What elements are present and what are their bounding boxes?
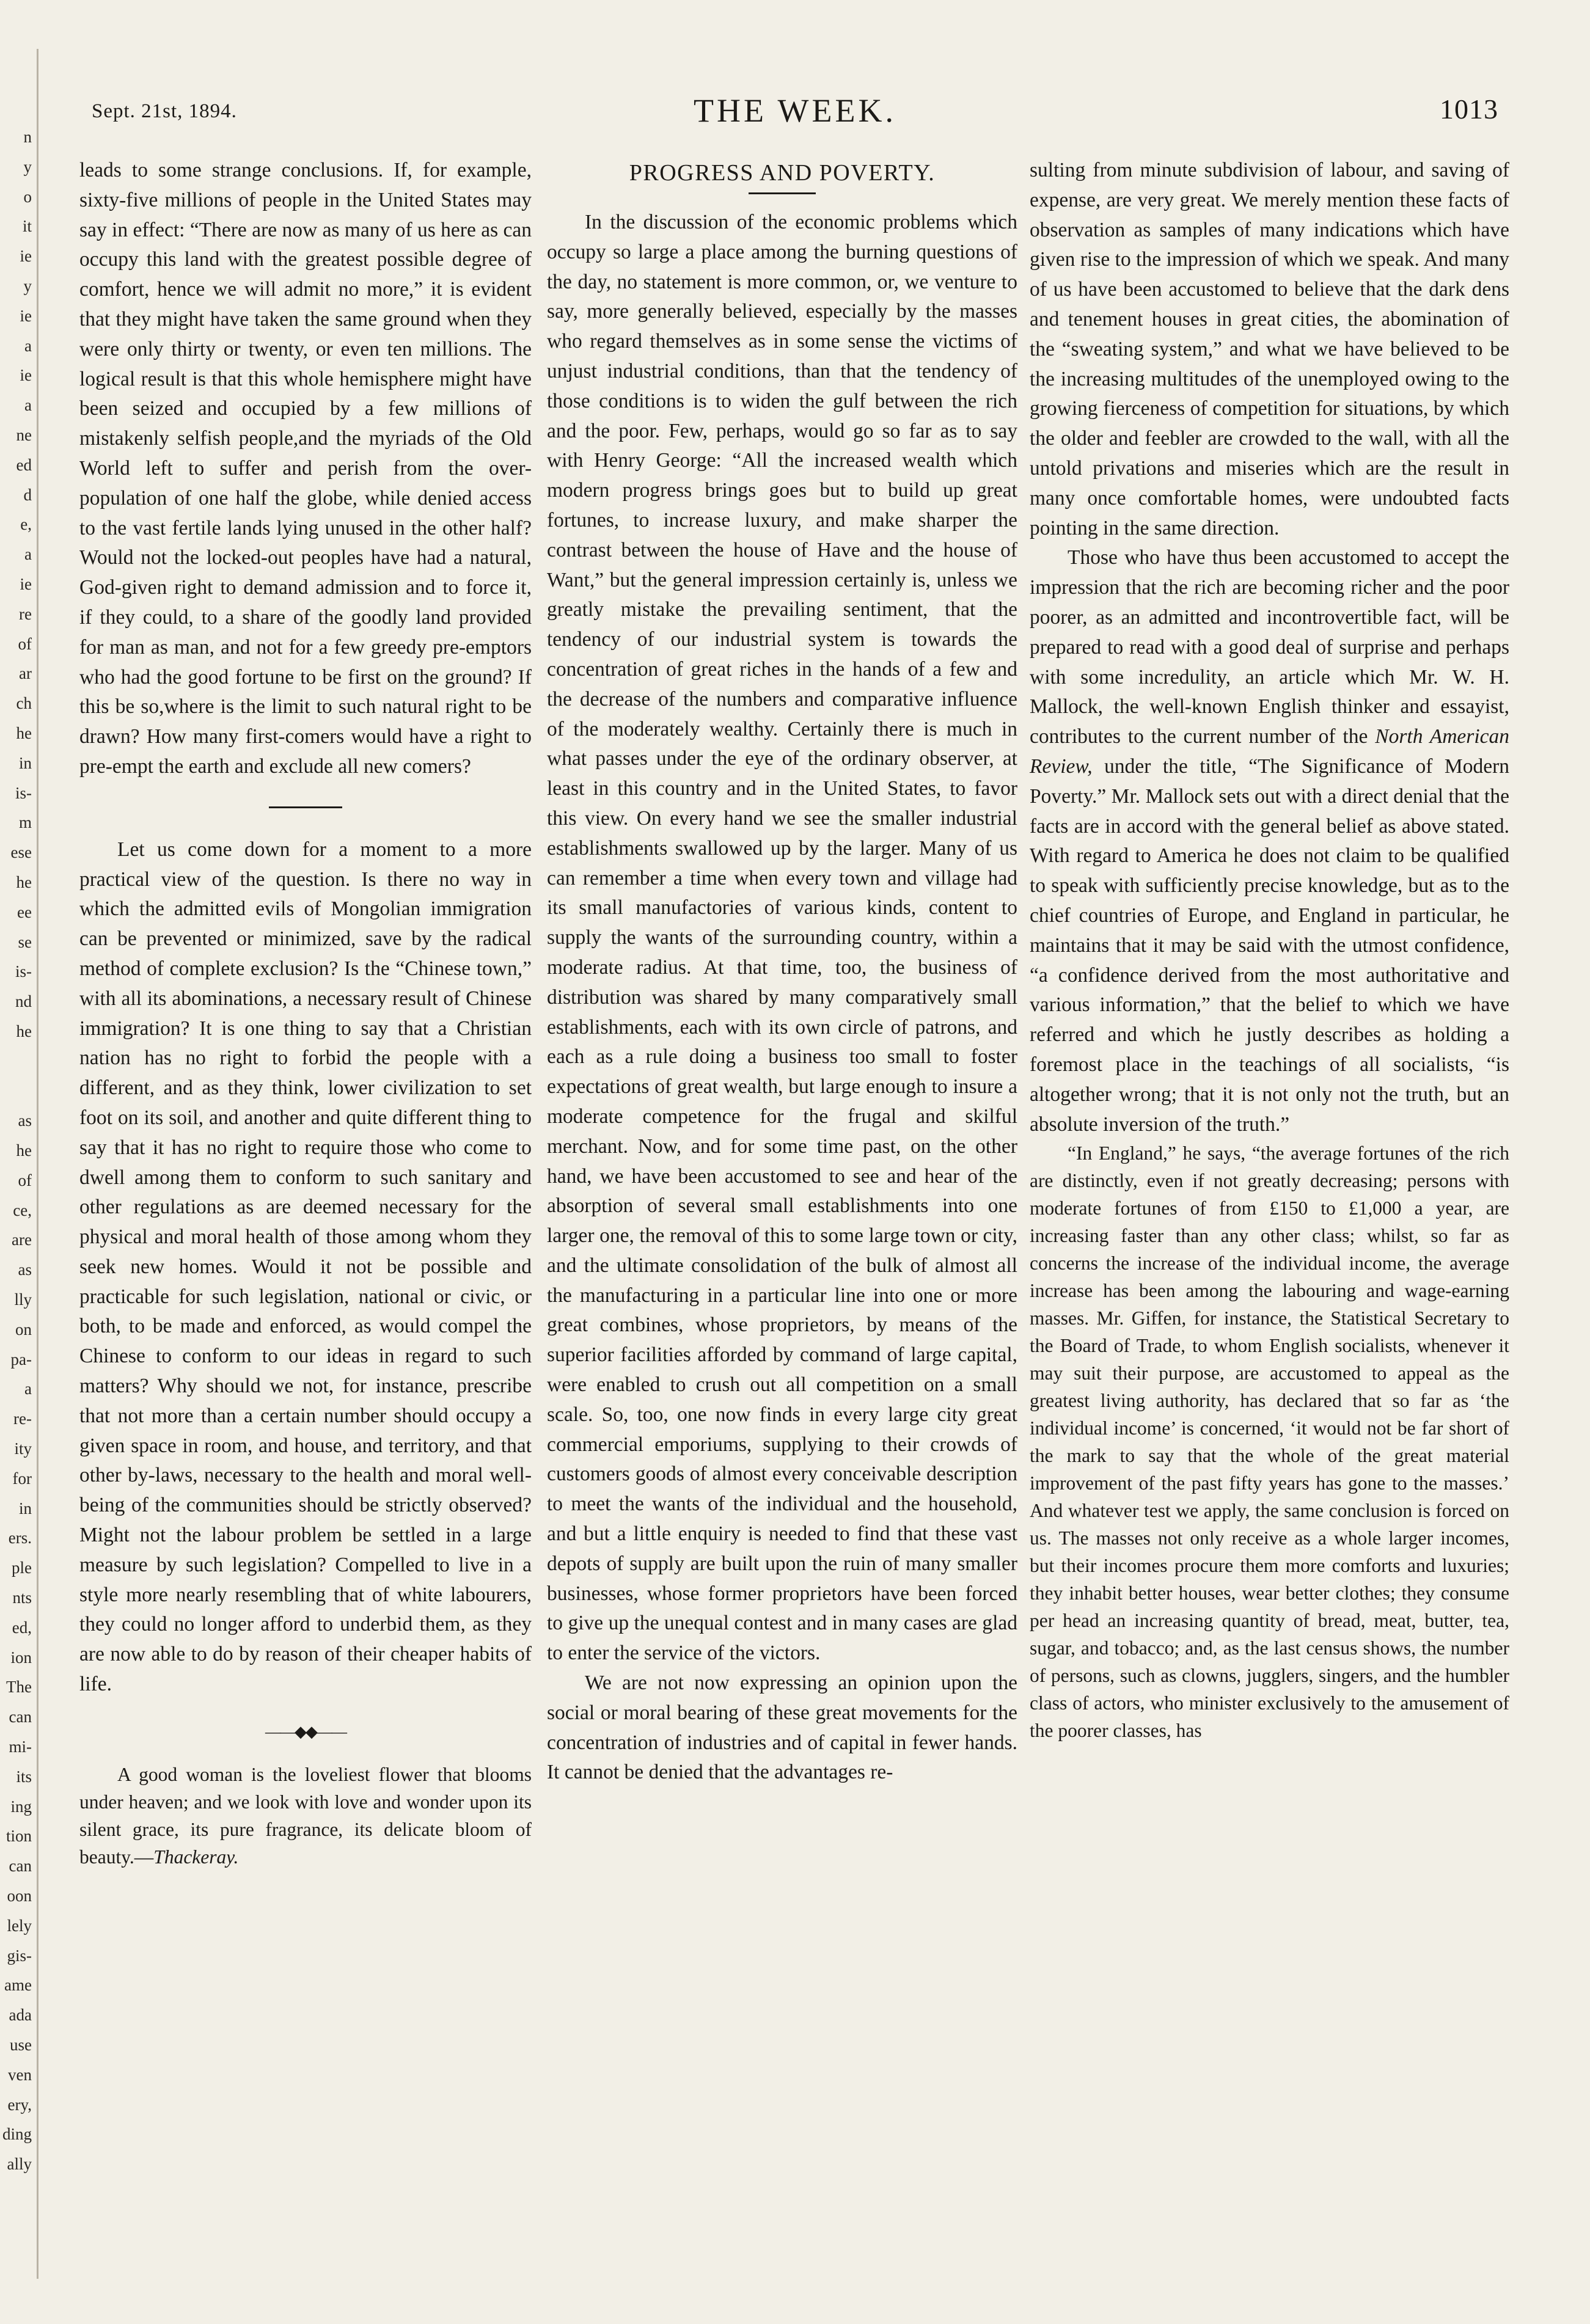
margin-fragment: The (6, 1678, 32, 1697)
paragraph-subdivision-of-labour: sulting from minute subdivision of labour, and saving of expense, are very great. We merely mention these facts of observation as samples of many indications which have given rise to the impression of which we speak. And many of us have been accustomed to believe that the dark dens and tenement houses in great cities, the abomination of the “sweating system,” and what we have believed to be the increasing multitudes of the unemployed owing to the growing fierceness of competition for situations, by which the older and feebler are crowded to the wall, with all the untold privations and miseries which are the result in many once comfortable homes, were undoubted facts pointing in the same direction. (1030, 159, 1509, 539)
margin-fragment: y (23, 157, 32, 176)
quote-text: A good woman is the loveliest flower that blooms under heaven; and we look with love and wonder upon its silent grace, its pure fragrance, its delicate bloom of beauty.— (79, 1763, 532, 1868)
paragraph-economic-problems: In the discussion of the economic problems which occupy so large a place among the burning questions of the day, no statement is more common, or, we venture to say, more generally believed, especially by the masses who regard themselves as in some sense the victims of unjust industrial conditions, than that the tendency of those conditions is to widen the gulf between the rich and the poor. Few, perhaps, would go so far as to say with Henry George: “All the increased wealth which modern progress brings goes but to build up great fortunes, to increase luxury, and make sharper the contrast between the house of Have and the house of Want,” but the general impression certainly is, unless we greatly mistake the prevailing sentiment, that the tendency of our industrial system is towards the concentration of great riches in the hands of a few and the decrease of the numbers and comparative influence of the moderately wealthy. Certainly there is much in what passes under the eye of the ordinary observer, at least in this country and in the United States, to favor this view. On every hand we see the smaller industrial establishments swallowed up by the larger. Many of us can remember a time when every town and village had its small manufactories of various kinds, content to supply the wants of the surrounding country, within a moderate radius. At that time, too, the business of distribution was shared by many comparatively small establishments, each with its own circle of patrons, and each as a rule doing a business too small to foster expectations of great wealth, but large enough to insure a moderate competence for the frugal and skilful merchant. Now, and for some time past, on the other hand, we have been accustomed to see and hear of the absorption of several small establishments into one larger one, the removal of this to some large town or city, and the ultimate consolidation of the bulk of almost all the manufacturing in a particular line into one or more great combines, whose proprietors, by means of the superior facilities afforded by command of large capital, were enabled to crush out all competition on a small scale. So, too, one now finds in every large city great commercial emporiums, supplying to their crowds of customers goods of almost every conceivable description to meet the wants of the individual and the household, and but a little enquiry is needed to find that these vast depots of supply are built upon the ruin of many smaller businesses, whose former proprietors have been forced to give up the unequal contest and in many cases are glad to enter the service of the victors. (547, 211, 1017, 1665)
margin-fragment: gis- (7, 1946, 32, 1965)
margin-fragment: on (15, 1320, 32, 1339)
issue-date: Sept. 21st, 1894. (92, 100, 237, 122)
margin-fragment: a (24, 545, 32, 564)
margin-fragment: it (22, 217, 32, 236)
margin-fragment: he (16, 872, 32, 891)
margin-fragment: ion (10, 1648, 32, 1667)
margin-fragment: are (12, 1230, 32, 1249)
margin-fragment: nd (15, 992, 32, 1011)
margin-fragment: y (23, 276, 32, 295)
margin-fragment: ame (4, 1976, 32, 1995)
margin-fragment: ie (20, 574, 32, 593)
margin-fragment: of (18, 1171, 32, 1189)
margin-fragment: is- (15, 783, 32, 802)
margin-fragment: ar (19, 664, 32, 683)
margin-fragment: as (18, 1260, 32, 1279)
margin-fragment: ed (16, 455, 32, 474)
margin-fragment: its (16, 1767, 32, 1786)
margin-fragment: ne (16, 425, 32, 444)
margin-fragment: ce, (13, 1200, 32, 1219)
page-fold-shadow (37, 49, 38, 2279)
column-middle (547, 156, 1017, 1788)
thackeray-quote (79, 1761, 532, 1871)
margin-fragment: ery, (7, 2095, 32, 2114)
margin-fragment: oon (7, 1887, 32, 1906)
paragraph-practical-view: Let us come down for a moment to a more practical view of the question. Is there no way in which the admitted evils of Mongolian immigration can be prevented or minimized, save by the radical method of complete exclusion? Is the “Chinese town,” with all its abominations, a necessary result of Chinese immigration? It is one thing to say that a Christian nation has no right to forbid the people with a different, and as they think, lower civilization to set foot on its soil, and another and quite different thing to say that it has no right to require those who come to dwell among them to conform to such sanitary and other regulations as are deemed necessary for the physical and moral health of those among whom they seek new homes. Would it not be possible and practicable for such legislation, national or civic, or both, to be made and enforced, as would compel the Chinese to conform to our ideas in regard to such matters? Why should we not, for instance, prescribe that not more than a certain number should occupy a given space in room, and house, and territory, and that other by-laws, necessary to the health and moral well-being of the communities should be strictly observed? Might not the labour problem be settled in a large measure by such legislation? Compelled to live in a style more nearly resembling that of white labourers, they could no longer afford to underbid them, as they are now able to do by reason of their cheaper habits of life. (79, 838, 532, 1696)
margin-fragment: d (23, 485, 32, 504)
margin-fragment: a (24, 396, 32, 415)
margin-fragment: for (12, 1469, 32, 1488)
margin-fragment: he (16, 1021, 32, 1040)
paragraph-mallock-article (1030, 543, 1509, 1139)
margin-fragment (0, 1076, 32, 1106)
paragraph-chinese-immigration-continued: leads to some strange conclusions. If, for example, sixty-five millions of people in the United States may say in effect: “There are now as many of us here as can occupy this land with the greatest possible degree of comfort, hence we will admit no more,” it is evident that they might have taken the same ground when they were only thirty or twenty, or even ten millions. The logical result is that this whole hemisphere might have been seized and occupied by a few millions of mistakenly selfish people,and the myriads of the Old World left to suffer and perish from the over-population of one half the globe, while denied access to the vast fertile lands lying unused in the other half? Would not the locked-out peoples have had a natural, God-given right to demand admission and to force it, if they could, to a share of the goodly land provided for man as man, and not for a few greedy pre-emptors who had the good fortune to be first on the ground? If this be so,where is the limit to such natural right to be drawn? How many first-comers would have a right to pre-empt the earth and exclude all new comers? (79, 159, 532, 778)
margin-fragment: mi- (9, 1738, 32, 1756)
margin-fragment: nts (12, 1588, 32, 1607)
margin-fragment: ie (20, 247, 32, 266)
paragraph-opinion: We are not now expressing an opinion upon the social or moral bearing of these great movements for the concentration of industries and of capital in fewer hands. It cannot be denied that the advantages re- (547, 1672, 1017, 1784)
margin-fragment: re- (13, 1409, 32, 1428)
paragraph-mallock-quote: “In England,” he says, “the average fortunes of the rich are distinctly, even if not greatly decreasing; persons with moderate fortunes of from £150 to £1,000 a year, are increasing faster than any other class; whilst, so far as concerns the increase of the individual income, the average increase has been among the labouring and wage-earning masses. Mr. Giffen, for instance, the Statistical Secretary to the Board of Trade, to whom English socialists, whenever it may suit their purpose, are accustomed to appeal as the greatest living authority, has declared that so far as ‘the individual income’ is concerned, ‘it would not be far short of the mark to say that the whole of the great material improvement of the past fifty years has gone to the masses.’ And whatever test we apply, the same conclusion is forced on us. The masses not only receive as a whole larger incomes, but their incomes procure them more comforts and luxuries; they inhabit better houses, wear better clothes; they consume per head an increasing quantity of bread, meat, butter, tea, sugar, and tobacco; and, as the last census shows, the number of persons, such as clowns, jugglers, singers, and the humbler class of actors, who minister exclusively to the amusement of the poorer classes, has (1030, 1142, 1509, 1742)
adjacent-page-margin (0, 122, 32, 2187)
margin-fragment: ity (14, 1439, 32, 1458)
margin-fragment: ers. (8, 1529, 32, 1548)
margin-fragment: a (24, 336, 32, 355)
margin-fragment: a (24, 1379, 32, 1398)
margin-fragment: o (23, 187, 32, 206)
margin-fragment: lly (14, 1290, 32, 1309)
margin-fragment: in (18, 1499, 32, 1518)
column-left (79, 156, 532, 1871)
mallock-text-b: under the title, “The Significance of Modern Poverty.” Mr. Mallock sets out with a direct denial that the facts are in accord with the general belief as above stated. With regard to America he does not claim to be qualified to speak with sufficiently precise knowledge, but as to the chief countries of Europe, and England in particular, he maintains that it may be said with the utmost confidence, “a confidence derived from the most authoritative and various information,” that the belief to which we have referred and which he justly describes as holding a foremost place in the teachings of all socialists, “is altogether wrong; that it is not only not the truth, but an absolute inversion of the truth.” (1030, 755, 1509, 1136)
margin-fragment: n (23, 128, 32, 146)
margin-fragment: can (9, 1857, 32, 1876)
publication-title: THE WEEK. (694, 92, 896, 129)
margin-fragment: se (18, 932, 32, 951)
mallock-text-a: Those who have thus been accustomed to accept the impression that the rich are becoming richer and the poor poorer, as an admitted and incontrovertible fact, will be prepared to read with a good deal of surprise and perhaps with some incredulity, an article which Mr. W. H. Mallock, the well-known English thinker and essayist, contributes to the current number of the (1030, 546, 1509, 748)
margin-fragment: ing (10, 1797, 32, 1816)
margin-fragment: lely (7, 1916, 32, 1935)
margin-fragment: as (18, 1111, 32, 1130)
journal-title: North American Review, (1030, 725, 1510, 778)
ornament-divider: ——◆◆—— (265, 1722, 346, 1741)
margin-fragment: ding (2, 2125, 32, 2144)
heading-rule (749, 192, 816, 194)
margin-fragment: ie (20, 366, 32, 385)
margin-fragment: ch (16, 694, 32, 713)
column-right (1030, 156, 1509, 1744)
quote-author: Thackeray. (153, 1846, 239, 1868)
margin-fragment: tion (5, 1827, 32, 1846)
margin-fragment: ada (9, 2006, 32, 2025)
margin-fragment: ven (8, 2065, 32, 2084)
margin-fragment: m (18, 813, 32, 832)
article-heading: PROGRESS AND POVERTY. (629, 160, 936, 186)
page-number: 1013 (1440, 93, 1498, 125)
margin-fragment: ee (17, 902, 32, 921)
margin-fragment: he (16, 723, 32, 742)
section-divider (269, 806, 342, 808)
margin-fragment: ie (20, 306, 32, 325)
margin-fragment: ple (12, 1558, 32, 1577)
margin-fragment: is- (15, 962, 32, 981)
margin-fragment (0, 1047, 32, 1076)
running-header (92, 92, 1498, 141)
margin-fragment: ed, (12, 1618, 32, 1637)
margin-fragment: re (19, 604, 32, 623)
margin-fragment: he (16, 1141, 32, 1160)
margin-fragment: use (10, 2036, 32, 2054)
margin-fragment: in (18, 753, 32, 772)
margin-fragment: e, (20, 515, 32, 534)
margin-fragment: can (9, 1708, 32, 1727)
margin-fragment: pa- (10, 1350, 32, 1368)
margin-fragment: ally (7, 2155, 32, 2174)
margin-fragment: ese (10, 843, 32, 862)
margin-fragment: of (18, 634, 32, 653)
